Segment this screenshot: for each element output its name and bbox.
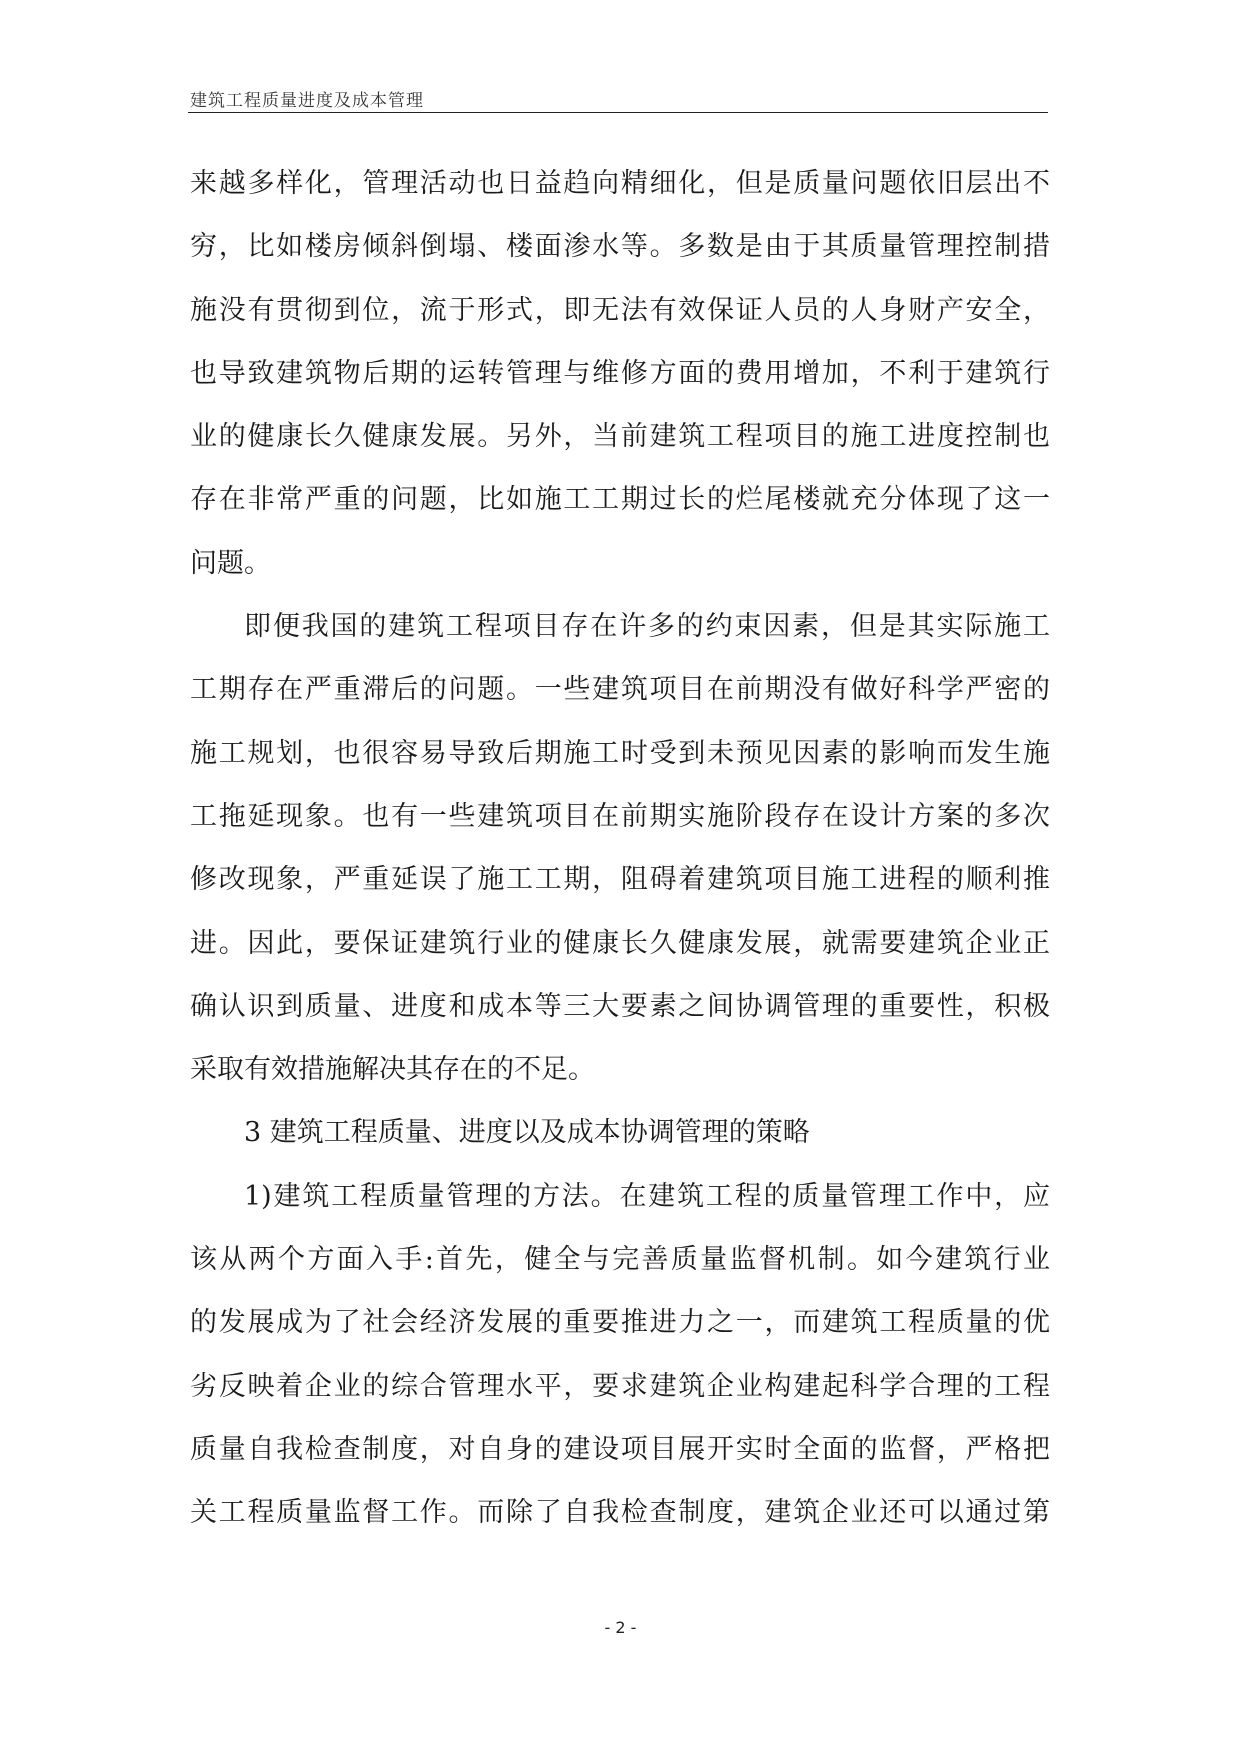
section-heading-text: 3 建筑工程质量、进度以及成本协调管理的策略 — [244, 1117, 810, 1149]
body-text — [190, 152, 1050, 1545]
text-line: 施工规划，也很容易导致后期施工时受到未预见因素的影响而发生施 — [190, 737, 1050, 769]
text-line: 进。因此，要保证建筑行业的健康长久健康发展，就需要建筑企业正 — [190, 927, 1050, 959]
text-line: 施没有贯彻到位，流于形式，即无法有效保证人员的人身财产安全， — [190, 294, 1050, 326]
text-line: 修改现象，严重延误了施工工期，阻碍着建筑项目施工进程的顺利推 — [190, 864, 1050, 896]
paragraph-2 — [190, 595, 1050, 1101]
text-line: 的发展成为了社会经济发展的重要推进力之一，而建筑工程质量的优 — [190, 1307, 1050, 1339]
text-line: 也导致建筑物后期的运转管理与维修方面的费用增加，不利于建筑行 — [190, 357, 1050, 389]
text-line: 该从两个方面入手:首先，健全与完善质量监督机制。如今建筑行业 — [190, 1244, 1050, 1276]
section-heading — [190, 1101, 1050, 1164]
text-line: 1)建筑工程质量管理的方法。在建筑工程的质量管理工作中，应 — [244, 1180, 1050, 1212]
text-line: 即便我国的建筑工程项目存在许多的约束因素，但是其实际施工 — [244, 611, 1050, 643]
page-number: - 2 - — [604, 1618, 637, 1637]
running-header: 建筑工程质量进度及成本管理 — [190, 91, 424, 111]
text-line: 确认识到质量、进度和成本等三大要素之间协调管理的重要性，积极 — [190, 990, 1050, 1022]
text-line: 采取有效措施解决其存在的不足。 — [190, 1054, 595, 1086]
text-line: 来越多样化，管理活动也日益趋向精细化，但是质量问题依旧层出不 — [190, 168, 1050, 199]
text-line: 关工程质量监督工作。而除了自我检查制度，建筑企业还可以通过第 — [190, 1497, 1050, 1529]
header-divider — [188, 112, 1048, 113]
text-line: 工期存在严重滞后的问题。一些建筑项目在前期没有做好科学严密的 — [190, 674, 1050, 706]
text-line: 工拖延现象。也有一些建筑项目在前期实施阶段存在设计方案的多次 — [190, 800, 1050, 832]
text-line: 劣反映着企业的综合管理水平，要求建筑企业构建起科学合理的工程 — [190, 1370, 1050, 1402]
text-line: 质量自我检查制度，对自身的建设项目展开实时全面的监督，严格把 — [190, 1433, 1050, 1465]
text-line: 问题。 — [190, 547, 271, 579]
paragraph-1 — [190, 152, 1050, 595]
text-line: 业的健康长久健康发展。另外，当前建筑工程项目的施工进度控制也 — [190, 421, 1050, 453]
text-line: 存在非常严重的问题，比如施工工期过长的烂尾楼就充分体现了这一 — [190, 484, 1050, 516]
paragraph-3 — [190, 1165, 1050, 1545]
text-line: 穷，比如楼房倾斜倒塌、楼面渗水等。多数是由于其质量管理控制措 — [190, 231, 1050, 263]
